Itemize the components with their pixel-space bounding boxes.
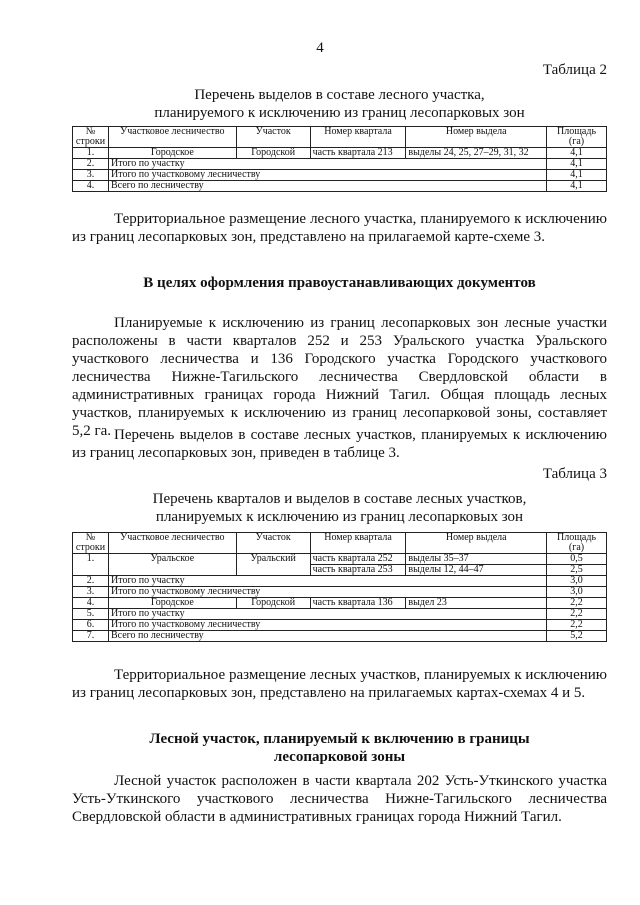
row-number: 4. (73, 181, 109, 192)
total-label: Итого по участку (108, 609, 546, 620)
col-header-allotment: Номер выдела (406, 127, 547, 148)
col-header-forestry: Участковое лесничество (108, 533, 236, 554)
paragraph-planned-exclusion: Планируемые к исключению из границ лесопарковых зон лесные участки расположены в части кварталов 252 и 253 Уральского участка Уральского участкового лесничества и 136 Городского участка Городского участкового лесничества Нижне-Тагильского лесничества Свердловской области в административных границах города Нижний Тагил. Общая площадь лесных участков, планируемых к исключению из границ лесопарковой зоны, составляет 5,2 га. (72, 315, 607, 439)
quarter-cell: часть квартала 252 (310, 554, 406, 565)
col-header-plot: Участок (236, 533, 310, 554)
allotment-cell: выделы 24, 25, 27–29, 31, 32 (406, 148, 547, 159)
area-cell: 2,5 (547, 565, 607, 576)
quarter-cell: часть квартала 253 (310, 565, 406, 576)
table2 (72, 126, 607, 192)
area-cell: 2,2 (547, 620, 607, 631)
section-heading-legal-docs: В целях оформления правоустанавливающих документов (143, 275, 536, 291)
table-row-total (73, 587, 607, 598)
area-cell: 0,5 (547, 554, 607, 565)
row-number: 3. (73, 170, 109, 181)
total-label: Итого по участковому лесничеству (108, 620, 546, 631)
quarter-cell: часть квартала 136 (310, 598, 406, 609)
table2-label: Таблица 2 (542, 62, 607, 78)
section-heading-line1: Лесной участок, планируемый к включению в границы (149, 731, 530, 747)
table2-caption (72, 86, 607, 122)
table3-caption-line1: Перечень кварталов и выделов в составе лесных участков, (152, 491, 527, 507)
forestry-cell: Городское (108, 598, 236, 609)
table3-caption (72, 490, 607, 526)
area-cell: 4,1 (547, 159, 607, 170)
quarter-cell: часть квартала 213 (310, 148, 406, 159)
table-row (73, 148, 607, 159)
row-number: 4. (73, 598, 109, 609)
total-label: Итого по участку (108, 576, 546, 587)
table3-label: Таблица 3 (542, 466, 607, 482)
area-cell: 4,1 (547, 148, 607, 159)
col-header-plot: Участок (236, 127, 310, 148)
row-number: 5. (73, 609, 109, 620)
forestry-cell: Уральское (108, 554, 236, 576)
allotment-cell: выделы 35–37 (406, 554, 547, 565)
row-number: 1. (73, 554, 109, 576)
row-number: 3. (73, 587, 109, 598)
area-cell: 4,1 (547, 181, 607, 192)
col-header-allotment: Номер выдела (406, 533, 547, 554)
table-row-total (73, 181, 607, 192)
col-header-row-num: № строки (73, 533, 109, 554)
col-header-area: Площадь (га) (547, 127, 607, 148)
table2-header-row (73, 127, 607, 148)
table2-caption-line1: Перечень выделов в составе лесного участка, (194, 87, 485, 103)
col-header-row-num: № строки (73, 127, 109, 148)
table-row (73, 598, 607, 609)
table-row-total (73, 609, 607, 620)
total-label: Итого по участковому лесничеству (108, 587, 546, 598)
col-header-area: Площадь (га) (547, 533, 607, 554)
row-number: 1. (73, 148, 109, 159)
paragraph-placement-2: Территориальное размещение лесных участков, планируемых к исключению из границ лесопарковых зон, представлено на прилагаемых картах-схемах 4 и 5. (72, 667, 607, 701)
table-row-total (73, 620, 607, 631)
forestry-cell: Городское (108, 148, 236, 159)
row-number: 7. (73, 631, 109, 642)
table-row-total (73, 631, 607, 642)
section-heading-inclusion (72, 730, 607, 766)
total-label: Итого по участковому лесничеству (108, 170, 546, 181)
table2-caption-line2: планируемого к исключению из границ лесопарковых зон (154, 105, 525, 121)
table3 (72, 532, 607, 642)
total-label: Всего по лесничеству (108, 631, 546, 642)
row-number: 2. (73, 576, 109, 587)
table3-header-row (73, 533, 607, 554)
allotment-cell: выделы 12, 44–47 (406, 565, 547, 576)
col-header-quarter: Номер квартала (310, 533, 406, 554)
table-row-total (73, 170, 607, 181)
col-header-quarter: Номер квартала (310, 127, 406, 148)
table-row-total (73, 576, 607, 587)
row-number: 2. (73, 159, 109, 170)
paragraph-inclusion: Лесной участок расположен в части квартала 202 Усть-Уткинского участка Усть-Уткинского участкового лесничества Нижне-Тагильского лесничества Свердловской области в административных границах города Нижний Тагил. (72, 773, 607, 825)
allotment-cell: выдел 23 (406, 598, 547, 609)
paragraph-placement-1: Территориальное размещение лесного участка, планируемого к исключению из границ лесопарковых зон, представлено на прилагаемой карте-схеме 3. (72, 211, 607, 245)
table3-caption-line2: планируемых к исключению из границ лесопарковых зон (155, 509, 524, 525)
area-cell: 3,0 (547, 576, 607, 587)
area-cell: 2,2 (547, 598, 607, 609)
total-label: Итого по участку (108, 159, 546, 170)
plot-cell: Уральский (236, 554, 310, 576)
table-row (73, 554, 607, 565)
page-number: 4 (316, 40, 324, 56)
total-label: Всего по лесничеству (108, 181, 546, 192)
area-cell: 4,1 (547, 170, 607, 181)
col-header-forestry: Участковое лесничество (108, 127, 236, 148)
section-heading-line2: лесопарковой зоны (273, 749, 406, 765)
plot-cell: Городской (236, 598, 310, 609)
row-number: 6. (73, 620, 109, 631)
area-cell: 3,0 (547, 587, 607, 598)
paragraph-table3-ref: Перечень выделов в составе лесных участков, планируемых к исключению из границ лесопарковых зон, приведен в таблице 3. (72, 427, 607, 461)
area-cell: 5,2 (547, 631, 607, 642)
area-cell: 2,2 (547, 609, 607, 620)
table-row-total (73, 159, 607, 170)
plot-cell: Городской (236, 148, 310, 159)
